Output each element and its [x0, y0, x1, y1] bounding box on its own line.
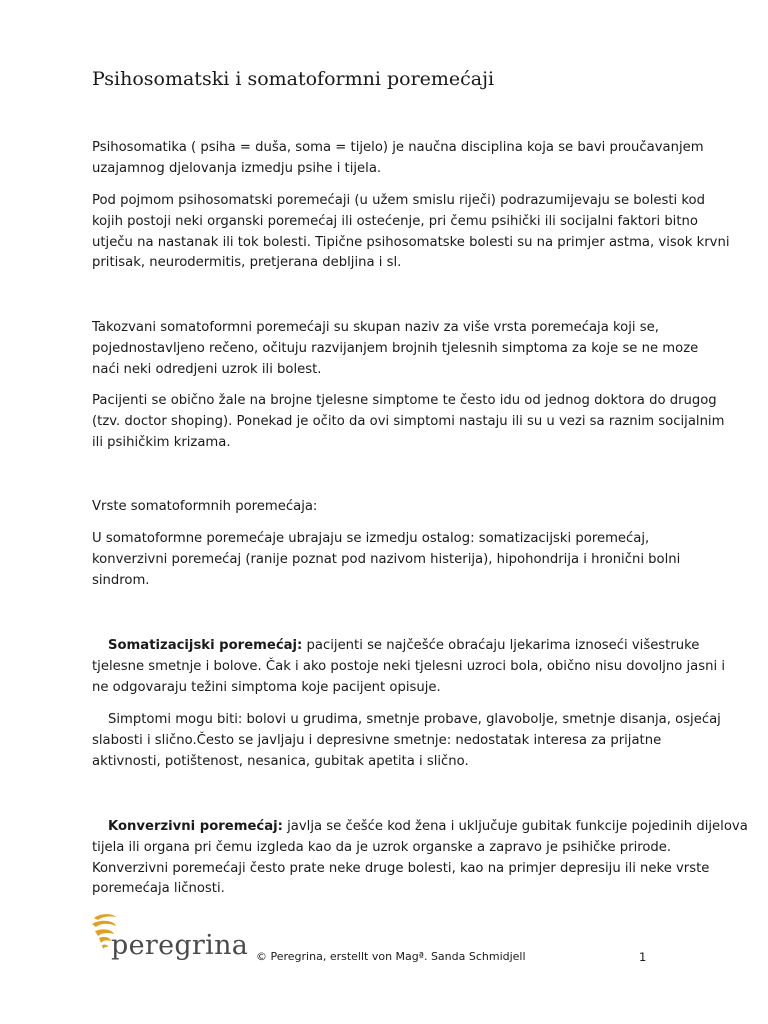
text-line: Simptomi mogu biti: bolovi u grudima, smetnje probave, glavobolje, smetnje disanja, osjećaj	[108, 712, 721, 727]
text-line: U somatoformne poremećaje ubrajaju se izmedju ostalog: somatizacijski poremećaj,	[92, 531, 650, 546]
text-line: pritisak, neurodermitis, pretjerana debljina i sl.	[92, 255, 402, 271]
text-line: Pod pojmom psihosomatski poremećaji (u užem smislu riječi) podrazumijevaju se bolesti kod	[92, 193, 705, 208]
text-line: poremećaja ličnosti.	[92, 881, 225, 897]
text-line: (tzv. doctor shoping). Ponekad je očito da ovi simptomi nastaju ili su u vezi sa raznim socijalnim	[92, 413, 725, 429]
paragraph-simptomi	[92, 710, 721, 772]
text-line: Psihosomatika ( psiha = duša, soma = tijelo) je naučna disciplina koja se bavi proučavanjem	[92, 140, 704, 155]
text-line: pojednostavljeno rečeno, očituju razvijanjem brojnih tjelesnih simptoma za koje se ne moze	[92, 340, 699, 356]
text-line: naći neki odredjeni uzrok ili bolest.	[92, 361, 322, 377]
text-line: tijela ili organa pri čemu izgleda kao da je uzrok organske a zapravo je psihičke prirode.	[92, 839, 672, 855]
paragraph-ubrajaju	[92, 529, 704, 591]
term-description: javlja se češće kod žena i uključuje gubitak funkcije pojedinih dijelova	[282, 819, 748, 834]
term-description: pacijenti se najčešće obraćaju ljekarima iznoseći višestruke	[302, 638, 700, 653]
term-konverzivni: Konverzivni poremećaj:	[108, 819, 283, 834]
term-somatizacijski: Somatizacijski poremećaj:	[108, 638, 303, 653]
page-number: 1	[639, 950, 647, 964]
footer-credit: © Peregrina, erstellt von Magª. Sanda Schmidjell	[256, 950, 526, 963]
text-line: tjelesne smetnje i bolove. Čak i ako postoje neki tjelesni uzroci bola, obično nisu dovoljno jasni i	[92, 658, 726, 674]
text-line: Konverzivni poremećaji često prate neke druge bolesti, kao na primjer depresiju ili neke vrste	[92, 860, 710, 876]
paragraph-konverzivni	[92, 817, 748, 900]
text-line: kojih postoji neki organski poremećaj ili ostećenje, pri čemu psihički ili socijalni faktori bitno	[92, 213, 698, 229]
paragraph-vrste-heading	[92, 497, 704, 518]
text-line: uzajamnog djelovanja izmedju psihe i tijela.	[92, 160, 382, 176]
text-line: ne odgovaraju težini simptoma koje pacijent opisuje.	[92, 679, 441, 695]
text-line: Pacijenti se obično žale na brojne tjelesne simptome te često idu od jednog doktora do drugog	[92, 393, 717, 408]
text-line: aktivnosti, potištenost, nesanica, gubitak apetita i slično.	[92, 753, 469, 769]
text-line	[92, 817, 748, 838]
text-line: slabosti i slično.Često se javljaju i depresivne smetnje: nedostatak interesa za prijatne	[92, 732, 662, 748]
text-line: utječu na nastanak ili tok bolesti. Tipične psihosomatske bolesti su na primjer astma, visok krvni	[92, 234, 730, 250]
logo-wordmark: peregrina	[111, 930, 249, 961]
peregrina-logo	[90, 912, 249, 968]
text-line: Vrste somatoformnih poremećaja:	[92, 499, 318, 514]
paragraph-psihosomatika	[92, 138, 704, 180]
paragraph-somatoformni-poremecaji	[92, 318, 704, 380]
paragraph-somatizacijski	[92, 636, 726, 698]
paragraph-pacijenti	[92, 391, 725, 453]
paragraph-psihosomatski-poremecaji	[92, 191, 730, 274]
text-line: sindrom.	[92, 572, 150, 588]
text-line: konverzivni poremećaj (ranije poznat pod nazivom histerija), hipohondrija i hronični bolni	[92, 551, 681, 567]
document-title: Psihosomatski i somatoformni poremećaji	[92, 68, 495, 90]
text-line: ili psihičkim krizama.	[92, 434, 231, 450]
text-line	[92, 636, 704, 657]
text-line: Takozvani somatoformni poremećaji su skupan naziv za više vrsta poremećaja koji se,	[92, 320, 659, 335]
